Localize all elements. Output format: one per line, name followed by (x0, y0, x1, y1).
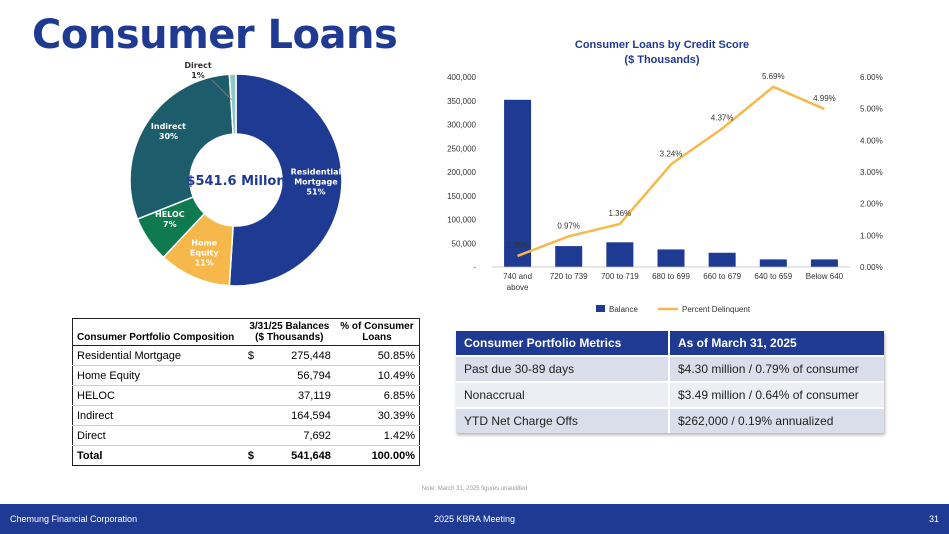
right-axis-tick-label: 2.00% (860, 199, 883, 209)
delinquency-data-label: 1.36% (608, 208, 632, 218)
left-axis-tick-label: 350,000 (447, 96, 476, 106)
composition-header-row (73, 319, 420, 346)
metrics-header-row (456, 331, 884, 355)
category-label: Below 640 (805, 272, 844, 281)
metrics-row (456, 407, 884, 433)
left-axis-tick-label: 250,000 (447, 144, 476, 154)
composition-row (73, 426, 420, 446)
right-axis-tick-label: 1.00% (860, 231, 883, 241)
left-axis-tick-label: - (473, 263, 476, 272)
composition-row-label: Direct (73, 426, 244, 446)
composition-row-pct: 50.85% (335, 346, 420, 366)
metrics-row-value: $3.49 million / 0.64% of consumer (668, 381, 884, 407)
delinquency-data-label: 0.35% (506, 240, 529, 250)
delinquency-data-label: 4.37% (710, 113, 734, 123)
composition-row-pct: 30.39% (335, 406, 420, 426)
composition-row-pct: 100.00% (335, 446, 420, 466)
metrics-row-value: $262,000 / 0.19% annualized (668, 407, 884, 433)
composition-row-balance: 164,594 (265, 406, 335, 426)
donut-label-line: HELOC (155, 209, 185, 219)
left-axis-tick-label: 300,000 (447, 120, 476, 130)
composition-row-label: HELOC (73, 386, 244, 406)
donut-center-label: $541.6 Millon (186, 174, 286, 189)
metrics-row (456, 355, 884, 381)
metrics-row-label: Past due 30-89 days (456, 355, 668, 381)
composition-row-balance: 541,648 (265, 446, 335, 466)
delinquency-data-label: 4.99% (813, 93, 836, 103)
left-axis-tick-label: 100,000 (447, 215, 476, 225)
chart-title: Consumer Loans by Credit Score (574, 39, 750, 51)
metrics-row-value: $4.30 million / 0.79% of consumer (668, 355, 884, 381)
legend-delinquent-label: Percent Delinquent (682, 305, 751, 314)
composition-label-header: Consumer Portfolio Composition (73, 319, 244, 346)
page-number: 31 (928, 514, 939, 524)
composition-row-currency (244, 366, 265, 386)
donut-label-line: Mortgage (294, 177, 338, 187)
donut-label-line: 1% (191, 71, 205, 80)
metrics-row-label: Nonaccrual (456, 381, 668, 407)
left-axis-tick-label: 200,000 (447, 168, 476, 177)
donut-label-line: 51% (306, 187, 326, 197)
category-label: 720 to 739 (549, 272, 588, 281)
pct-header-line2: Loans (362, 332, 392, 343)
footer-company: Chemung Financial Corporation (10, 514, 138, 524)
donut-label-line: Indirect (150, 122, 186, 132)
composition-row-pct: 10.49% (335, 366, 420, 386)
composition-row (73, 346, 420, 366)
composition-row-currency (244, 426, 265, 446)
composition-table (72, 318, 420, 466)
balance-header-line1: 3/31/25 Balances (249, 321, 330, 332)
category-label: 700 to 719 (600, 272, 639, 281)
right-axis-tick-label: 4.00% (860, 136, 883, 146)
category-label: 640 to 659 (754, 272, 793, 281)
composition-total-row (73, 446, 420, 466)
donut-label-line: Residential (290, 167, 342, 177)
metrics-row (456, 381, 884, 407)
credit-score-combo-chart (420, 34, 920, 324)
composition-row-label: Indirect (73, 406, 244, 426)
pct-header-line1: % of Consumer (340, 321, 414, 332)
donut-label-line: Direct (184, 61, 212, 70)
balance-bar (760, 259, 787, 267)
legend-balance-label: Balance (609, 305, 638, 314)
delinquency-data-label: 5.69% (761, 71, 785, 81)
metrics-body (456, 355, 884, 433)
donut-label-line: Equity (189, 248, 219, 258)
composition-row-pct: 6.85% (335, 386, 420, 406)
composition-row-balance: 275,448 (265, 346, 335, 366)
percent-delinquent-line (518, 87, 825, 256)
delinquency-data-label: 3.24% (659, 149, 683, 159)
composition-row (73, 366, 420, 386)
balance-header-line2: ($ Thousands) (255, 332, 324, 343)
right-axis-tick-label: 5.00% (860, 104, 883, 114)
metrics-date-header: As of March 31, 2025 (668, 331, 884, 355)
balance-bar (811, 259, 838, 267)
donut-label-line: 7% (163, 219, 177, 229)
composition-row-label: Home Equity (73, 366, 244, 386)
composition-row-label: Residential Mortgage (73, 346, 244, 366)
composition-row (73, 406, 420, 426)
portfolio-metrics-table (456, 331, 884, 433)
delinquency-data-label: 0.97% (557, 221, 581, 231)
unaudited-note: Note: March 31, 2025 figures unaudited (421, 486, 528, 492)
footer-meeting: 2025 KBRA Meeting (433, 514, 516, 524)
composition-row-balance: 37,119 (265, 386, 335, 406)
donut-label-line: 11% (194, 258, 214, 268)
balance-bar (606, 242, 633, 267)
composition-row-balance: 56,794 (265, 366, 335, 386)
composition-row-currency (244, 386, 265, 406)
composition-pct-header (335, 319, 420, 346)
composition-row-currency: $ (244, 346, 265, 366)
metrics-label-header: Consumer Portfolio Metrics (456, 331, 668, 355)
page-title: Consumer Loans (32, 12, 398, 58)
category-label: 680 to 699 (652, 272, 690, 281)
right-axis-tick-label: 6.00% (860, 73, 883, 82)
right-axis-tick-label: 3.00% (860, 168, 883, 177)
balance-bar (555, 246, 582, 267)
category-label: 740 and above (503, 272, 533, 292)
footer-bar (0, 504, 949, 534)
donut-slice (130, 74, 233, 219)
composition-row-currency: $ (244, 446, 265, 466)
left-axis-tick-label: 50,000 (451, 239, 476, 249)
composition-row-balance: 7,692 (265, 426, 335, 446)
consumer-loans-donut-chart (128, 60, 358, 310)
left-axis-tick-label: 400,000 (447, 73, 476, 82)
category-label: 660 to 679 (703, 272, 742, 281)
balance-bar (658, 249, 685, 267)
left-axis-tick-label: 150,000 (447, 191, 476, 201)
composition-row (73, 386, 420, 406)
donut-label-line: Home (191, 238, 218, 248)
composition-balance-header (244, 319, 335, 346)
metrics-row-label: YTD Net Charge Offs (456, 407, 668, 433)
composition-body (73, 346, 420, 466)
chart-subtitle: ($ Thousands) (624, 54, 700, 66)
right-axis-tick-label: 0.00% (860, 263, 883, 272)
legend-balance-swatch (596, 305, 605, 312)
composition-row-label: Total (73, 446, 244, 466)
composition-row-pct: 1.42% (335, 426, 420, 446)
donut-label-line: 30% (158, 132, 179, 142)
composition-row-currency (244, 406, 265, 426)
balance-bar (709, 253, 736, 267)
